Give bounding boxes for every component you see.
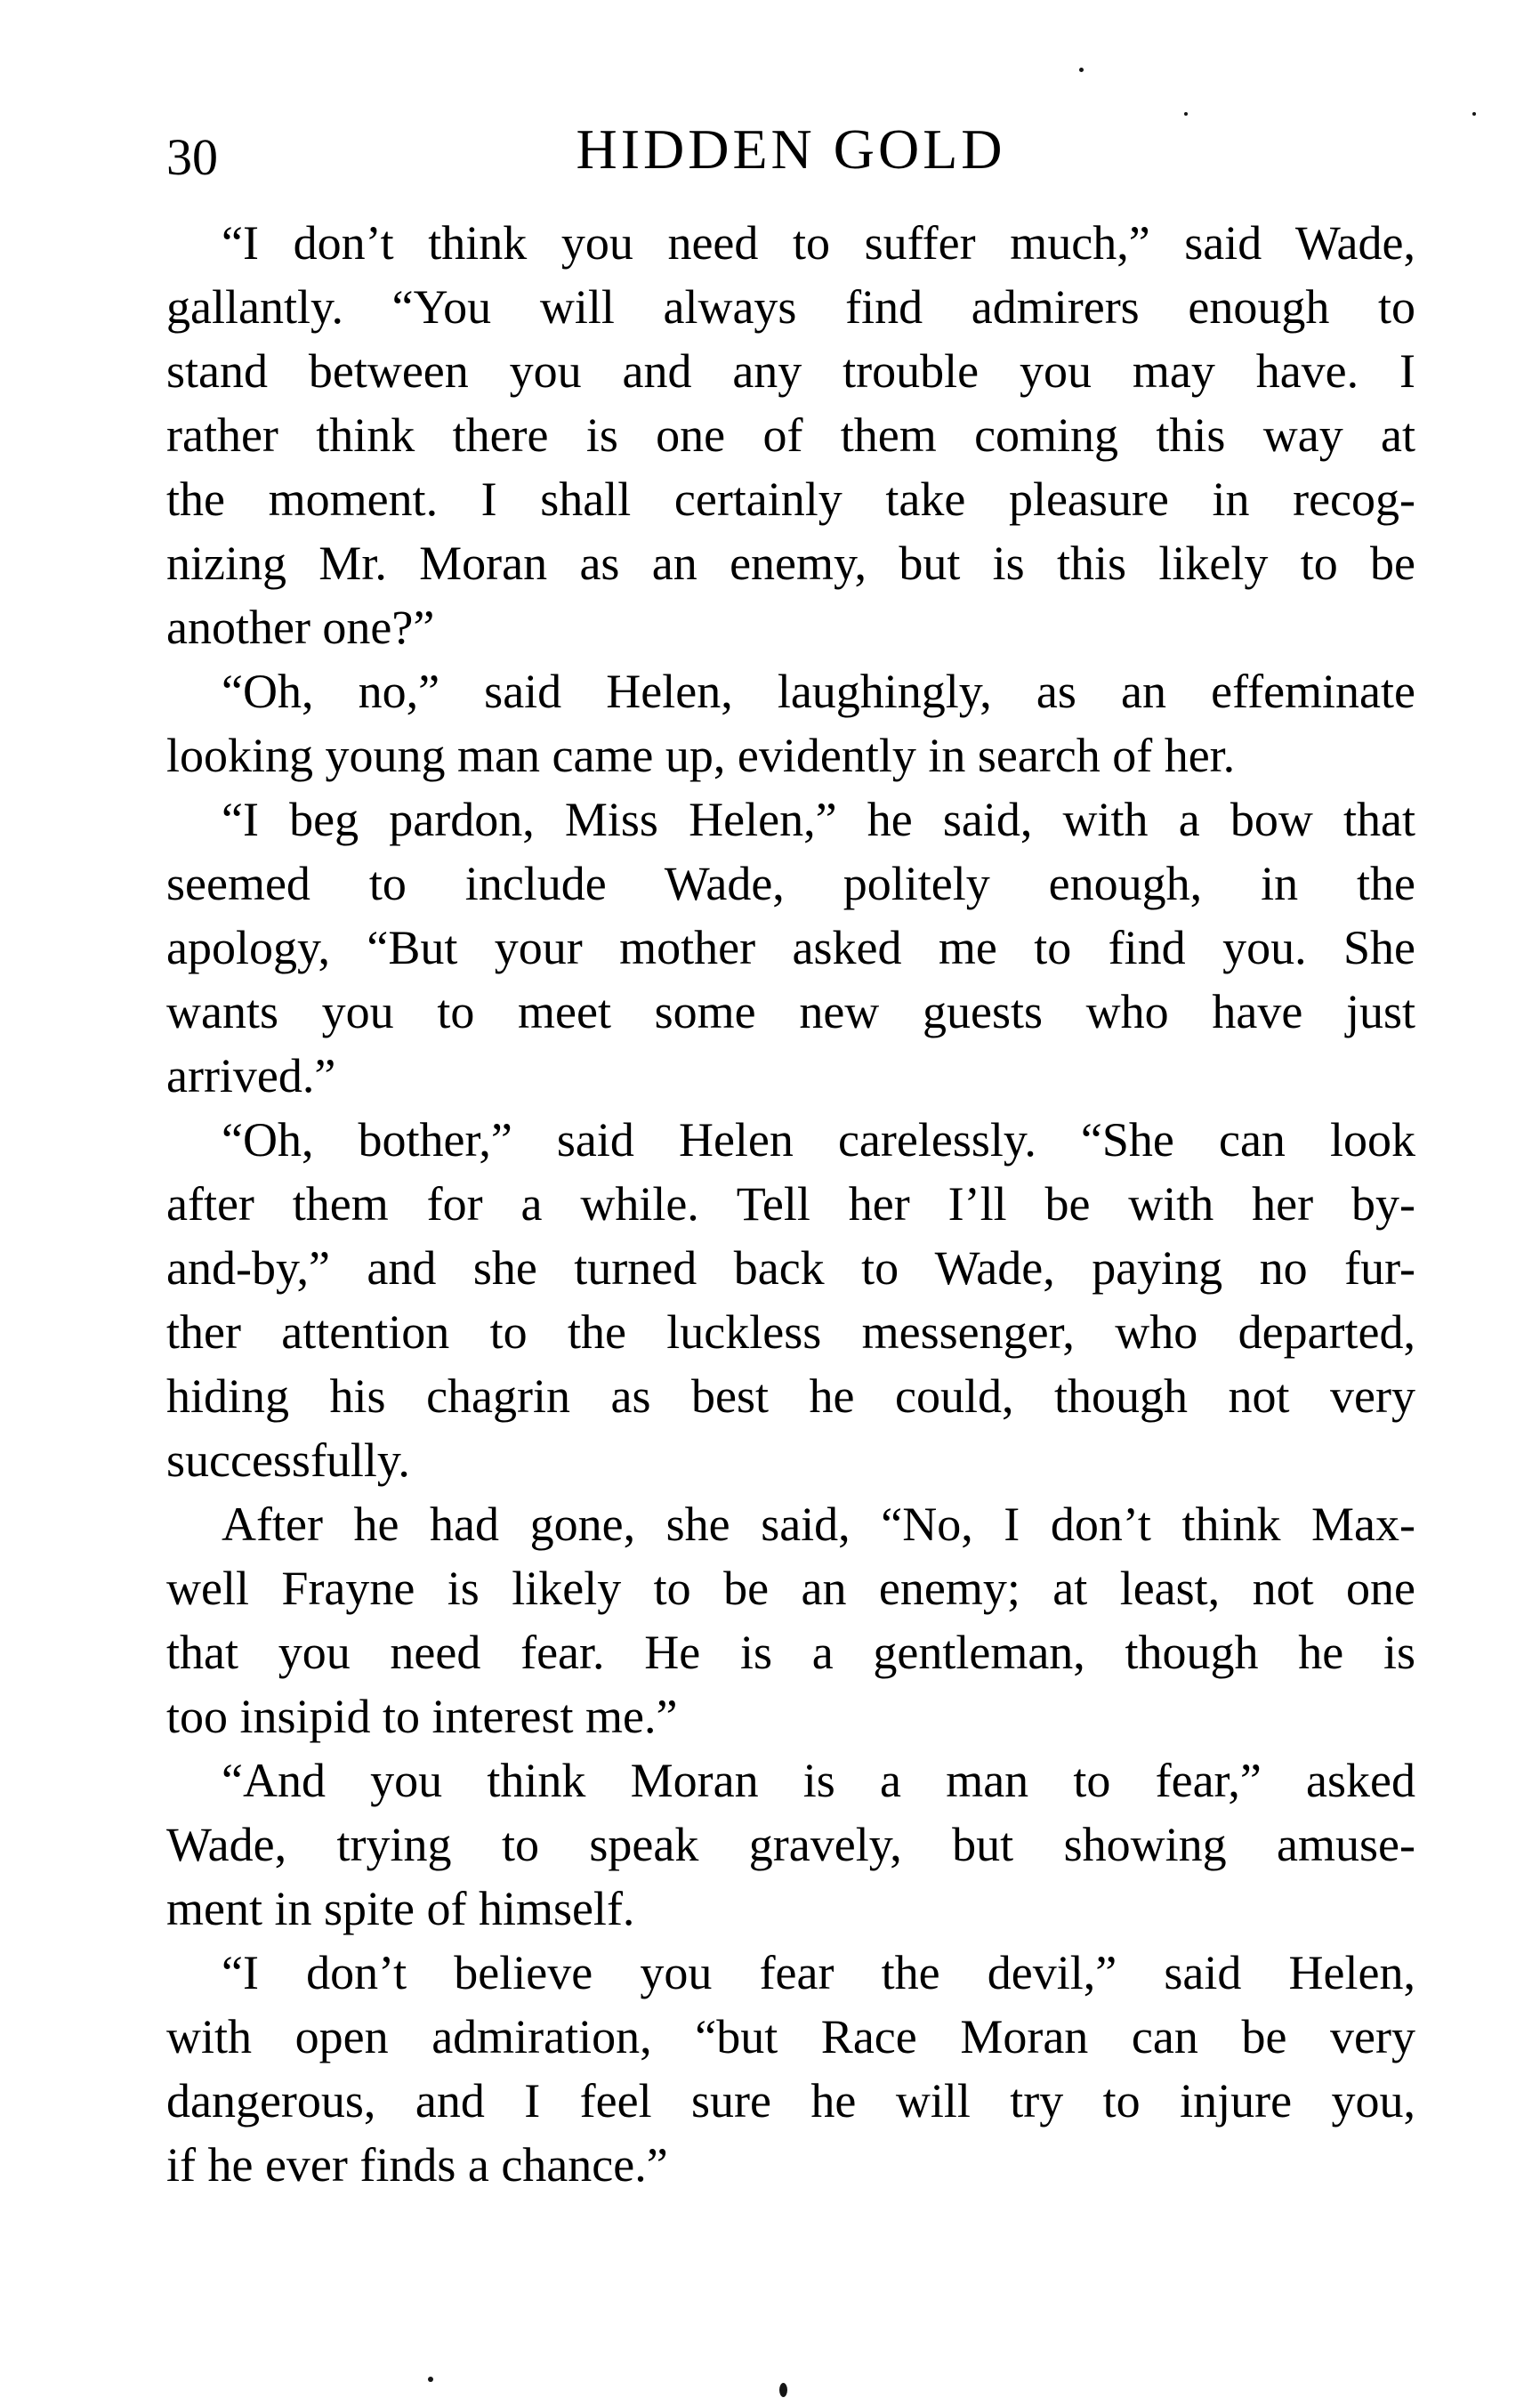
text-line: wants you to meet some new guests who have just [166, 985, 1415, 1038]
text-line: “Oh, no,” said Helen, laughingly, as an effeminate [222, 665, 1415, 718]
text-line: Wade, trying to speak gravely, but showing amuse- [166, 1818, 1415, 1871]
text-line: with open admiration, “but Race Moran can be very [166, 2010, 1415, 2063]
ink-speck [1079, 68, 1084, 72]
text-line: “I beg pardon, Miss Helen,” he said, with a bow that [222, 793, 1415, 846]
ink-speck [779, 2383, 787, 2397]
text-line: well Frayne is likely to be an enemy; at least, not one [166, 1562, 1415, 1615]
text-line: if he ever finds a chance.” [166, 2138, 668, 2192]
text-line: “And you think Moran is a man to fear,” asked [222, 1754, 1415, 1807]
page-text [166, 211, 1415, 2197]
text-line: gallantly. “You will always find admirers enough to [166, 280, 1415, 334]
text-line: dangerous, and I feel sure he will try to injure you, [166, 2074, 1415, 2128]
text-line: successfully. [166, 1433, 410, 1487]
text-line: nizing Mr. Moran as an enemy, but is this likely to be [166, 537, 1415, 590]
text-line: stand between you and any trouble you may have. I [166, 344, 1415, 398]
ink-speck [1184, 112, 1188, 116]
text-line: “I don’t believe you fear the devil,” said Helen, [222, 1946, 1415, 1999]
page-number: 30 [166, 128, 218, 186]
text-line: apology, “But your mother asked me to find you. She [166, 921, 1415, 974]
text-line: rather think there is one of them coming this way at [166, 408, 1415, 462]
text-line: after them for a while. Tell her I’ll be with her by- [166, 1177, 1415, 1231]
text-line: “Oh, bother,” said Helen carelessly. “She can look [222, 1113, 1415, 1167]
ink-speck [1472, 112, 1476, 116]
text-line: that you need fear. He is a gentleman, though he is [166, 1626, 1415, 1679]
ink-speck [428, 2377, 433, 2382]
text-line: ther attention to the luckless messenger, who departed, [166, 1305, 1415, 1359]
text-line: and-by,” and she turned back to Wade, paying no fur- [166, 1241, 1415, 1295]
text-line: hiding his chagrin as best he could, though not very [166, 1369, 1415, 1423]
text-line: arrived.” [166, 1049, 336, 1102]
text-line: After he had gone, she said, “No, I don’t think Max- [222, 1498, 1415, 1551]
text-line: ment in spite of himself. [166, 1882, 635, 1935]
running-title: HIDDEN GOLD [576, 117, 1006, 181]
text-line: seemed to include Wade, politely enough, in the [166, 857, 1415, 910]
text-line: another one?” [166, 601, 435, 654]
text-line: the moment. I shall certainly take pleasure in recog- [166, 472, 1415, 526]
text-line: too insipid to interest me.” [166, 1690, 678, 1743]
text-line: looking young man came up, evidently in search of her. [166, 729, 1236, 782]
text-line: “I don’t think you need to suffer much,” said Wade, [222, 216, 1415, 270]
